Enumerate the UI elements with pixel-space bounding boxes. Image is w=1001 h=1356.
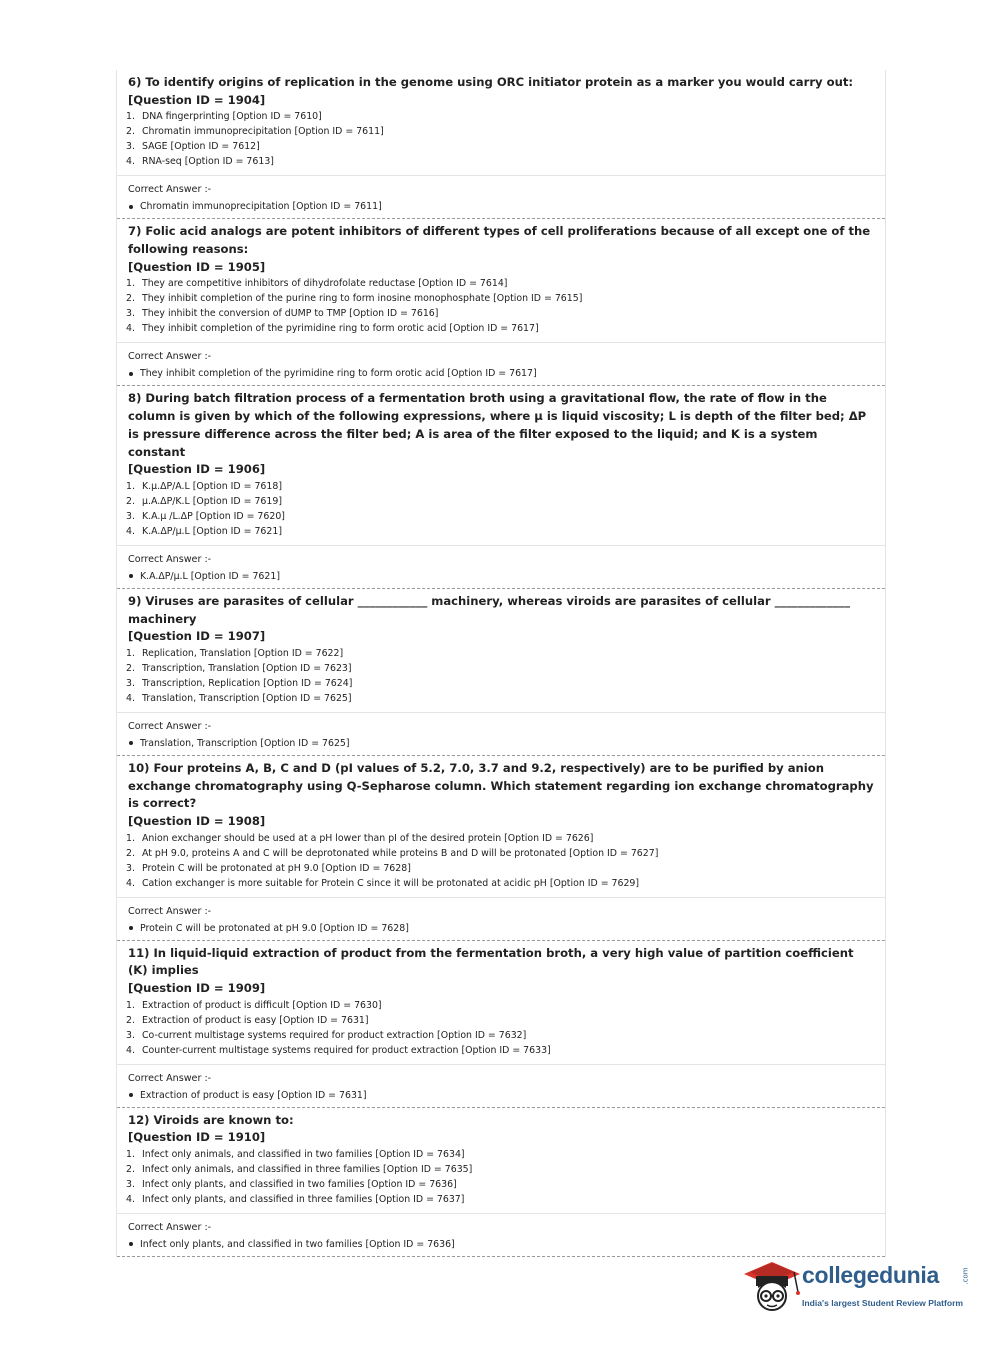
question-block — [117, 1108, 885, 1257]
question-text: 12) Viroids are known to: — [128, 1112, 294, 1127]
bullet-icon — [129, 574, 133, 578]
option-number: 1. — [126, 278, 135, 290]
option-text: Chromatin immunoprecipitation [Option ID = 7611] — [142, 126, 384, 138]
correct-answer-text: Extraction of product is easy [Option ID = 7631] — [140, 1089, 367, 1101]
correct-answer-label: Correct Answer :- — [128, 1221, 212, 1233]
correct-answer — [117, 1088, 885, 1103]
option-number: 4. — [126, 323, 135, 335]
option-item — [117, 291, 885, 306]
option-item — [117, 831, 885, 846]
option-item — [117, 1147, 885, 1162]
question-id: [Question ID = 1908] — [128, 814, 266, 829]
option-text: They inhibit completion of the pyrimidine ring to form orotic acid [Option ID = 7617] — [142, 323, 539, 335]
option-number: 4. — [126, 692, 135, 704]
option-number: 2. — [126, 1014, 135, 1026]
option-number: 1. — [126, 647, 135, 659]
options-list — [117, 1147, 885, 1207]
option-item — [117, 494, 885, 509]
option-number: 4. — [126, 525, 135, 537]
option-number: 2. — [126, 847, 135, 859]
option-item — [117, 276, 885, 291]
correct-answer — [117, 199, 885, 214]
question-block — [117, 941, 885, 1108]
bullet-icon — [129, 1093, 133, 1097]
option-text: Infect only plants, and classified in three families [Option ID = 7637] — [142, 1193, 465, 1205]
correct-answer-section — [117, 175, 885, 218]
option-text: Extraction of product is easy [Option ID = 7631] — [142, 1014, 369, 1026]
option-item — [117, 691, 885, 706]
question-id: [Question ID = 1909] — [128, 981, 266, 996]
option-item — [117, 124, 885, 139]
option-number: 1. — [126, 1148, 135, 1160]
option-text: DNA fingerprinting [Option ID = 7610] — [142, 111, 322, 123]
option-text: K.A.ΔP/μ.L [Option ID = 7621] — [142, 525, 282, 537]
question-block — [117, 589, 885, 756]
correct-answer-label: Correct Answer :- — [128, 905, 212, 917]
option-number: 3. — [126, 1029, 135, 1041]
option-number: 1. — [126, 999, 135, 1011]
option-number: 2. — [126, 293, 135, 305]
option-item — [117, 676, 885, 691]
correct-answer-section — [117, 545, 885, 588]
question-text: 6) To identify origins of replication in the genome using ORC initiator protein as a marker you would carry out: — [128, 75, 854, 89]
question-sheet — [116, 70, 886, 1257]
question-id: [Question ID = 1904] — [128, 92, 266, 107]
options-list — [117, 276, 885, 336]
option-text: Protein C will be protonated at pH 9.0 [Option ID = 7628] — [142, 862, 411, 874]
option-number: 3. — [126, 308, 135, 320]
option-item — [117, 998, 885, 1013]
bullet-icon — [129, 926, 133, 930]
option-text: Translation, Transcription [Option ID = 7625] — [142, 692, 352, 704]
options-list — [117, 831, 885, 891]
correct-answer-section — [117, 897, 885, 940]
question-block — [117, 386, 885, 589]
question-id: [Question ID = 1905] — [128, 259, 266, 274]
option-item — [117, 306, 885, 321]
option-number: 2. — [126, 495, 135, 507]
brand-domain: .com — [961, 1267, 970, 1285]
bullet-icon — [129, 205, 133, 209]
option-item — [117, 154, 885, 169]
option-text: Counter-current multistage systems required for product extraction [Option ID = 7633] — [142, 1044, 551, 1056]
option-text: K.A.μ /L.ΔP [Option ID = 7620] — [142, 510, 285, 522]
question-block — [117, 70, 885, 219]
bullet-icon — [129, 741, 133, 745]
option-number: 3. — [126, 862, 135, 874]
option-item — [117, 1028, 885, 1043]
option-text: They inhibit the conversion of dUMP to TMP [Option ID = 7616] — [142, 308, 439, 320]
question-body — [117, 1108, 885, 1213]
correct-answer — [117, 366, 885, 381]
option-text: SAGE [Option ID = 7612] — [142, 141, 260, 153]
option-item — [117, 661, 885, 676]
option-text: They inhibit completion of the purine ring to form inosine monophosphate [Option ID = 7615] — [142, 293, 583, 305]
correct-answer-text: Infect only plants, and classified in two families [Option ID = 7636] — [140, 1238, 455, 1250]
question-block — [117, 219, 885, 386]
question-body — [117, 386, 885, 545]
question-text: 7) Folic acid analogs are potent inhibitors of different types of cell proliferations because of all except one of the following reasons: — [128, 224, 871, 256]
question-id: [Question ID = 1907] — [128, 629, 266, 644]
option-number: 1. — [126, 111, 135, 123]
correct-answer-text: Translation, Transcription [Option ID = 7625] — [140, 737, 350, 749]
bullet-icon — [129, 1242, 133, 1246]
option-item — [117, 509, 885, 524]
option-number: 4. — [126, 1044, 135, 1056]
option-number: 3. — [126, 141, 135, 153]
option-number: 2. — [126, 1163, 135, 1175]
option-text: Transcription, Translation [Option ID = 7623] — [142, 662, 352, 674]
correct-answer — [117, 921, 885, 936]
option-item — [117, 646, 885, 661]
correct-answer-label: Correct Answer :- — [128, 184, 212, 196]
option-text: Co-current multistage systems required for product extraction [Option ID = 7632] — [142, 1029, 527, 1041]
option-text: RNA-seq [Option ID = 7613] — [142, 156, 274, 168]
question-id: [Question ID = 1906] — [128, 462, 266, 477]
options-list — [117, 998, 885, 1058]
correct-answer-section — [117, 342, 885, 385]
option-text: Infect only animals, and classified in three families [Option ID = 7635] — [142, 1163, 473, 1175]
correct-answer — [117, 569, 885, 584]
option-item — [117, 109, 885, 124]
option-item — [117, 1013, 885, 1028]
question-body — [117, 219, 885, 342]
option-item — [117, 321, 885, 336]
question-block — [117, 756, 885, 941]
brand-tagline: India's largest Student Review Platform — [802, 1298, 964, 1308]
options-list — [117, 479, 885, 539]
option-number: 2. — [126, 126, 135, 138]
option-number: 4. — [126, 156, 135, 168]
option-text: Cation exchanger is more suitable for Protein C since it will be protonated at acidic pH [Option ID = 7629] — [142, 877, 640, 889]
option-item — [117, 1177, 885, 1192]
question-text: 10) Four proteins A, B, C and D (pI values of 5.2, 7.0, 3.7 and 9.2, respectively) are to be purified by anion exchange chromatography using Q-Sepharose column. Which statement regarding ion exchange chromatography is correct? — [128, 760, 874, 811]
question-body — [117, 941, 885, 1064]
option-text: K.μ.ΔP/A.L [Option ID = 7618] — [142, 480, 282, 492]
option-item — [117, 846, 885, 861]
options-list — [117, 109, 885, 169]
question-body — [117, 70, 885, 175]
question-text: 9) Viruses are parasites of cellular ____________ machinery, whereas viroids are parasites of cellular _____________ machinery — [128, 593, 851, 626]
question-text: 8) During batch filtration process of a fermentation broth using a gravitational flow, the rate of flow in the column is given by which of the following expressions, where μ is liquid viscosity; L is depth of the filter bed; ΔP is pressure difference across the filter bed; A is area of the filter exposed to the liquid; and K is a system constant — [128, 391, 867, 459]
option-item — [117, 1192, 885, 1207]
correct-answer-label: Correct Answer :- — [128, 1072, 212, 1084]
correct-answer — [117, 736, 885, 751]
option-number: 3. — [126, 510, 135, 522]
bullet-icon — [129, 372, 133, 376]
question-id: [Question ID = 1910] — [128, 1130, 266, 1145]
option-item — [117, 861, 885, 876]
option-item — [117, 524, 885, 539]
option-text: Replication, Translation [Option ID = 7622] — [142, 647, 344, 659]
option-text: Infect only animals, and classified in two families [Option ID = 7634] — [142, 1148, 465, 1160]
option-number: 4. — [126, 1193, 135, 1205]
option-item — [117, 139, 885, 154]
option-item — [117, 876, 885, 891]
option-item — [117, 1162, 885, 1177]
option-number: 3. — [126, 1178, 135, 1190]
correct-answer-text: They inhibit completion of the pyrimidine ring to form orotic acid [Option ID = 7617] — [140, 368, 537, 380]
correct-answer-section — [117, 1064, 885, 1107]
correct-answer-text: Chromatin immunoprecipitation [Option ID = 7611] — [140, 201, 382, 213]
option-text: Anion exchanger should be used at a pH lower than pI of the desired protein [Option ID = 7626] — [142, 832, 594, 844]
correct-answer-text: K.A.ΔP/μ.L [Option ID = 7621] — [140, 570, 280, 582]
option-text: Transcription, Replication [Option ID = 7624] — [142, 677, 353, 689]
option-text: μ.A.ΔP/K.L [Option ID = 7619] — [142, 495, 282, 507]
option-text: At pH 9.0, proteins A and C will be deprotonated while proteins B and D will be protonated [Option ID = 7627] — [142, 847, 659, 859]
correct-answer-label: Correct Answer :- — [128, 351, 212, 363]
option-item — [117, 1043, 885, 1058]
correct-answer-label: Correct Answer :- — [128, 553, 212, 565]
option-text: Extraction of product is difficult [Option ID = 7630] — [142, 999, 382, 1011]
option-number: 3. — [126, 677, 135, 689]
correct-answer-text: Protein C will be protonated at pH 9.0 [Option ID = 7628] — [140, 922, 409, 934]
option-number: 4. — [126, 877, 135, 889]
options-list — [117, 646, 885, 706]
question-body — [117, 756, 885, 897]
question-text: 11) In liquid-liquid extraction of product from the fermentation broth, a very high value of partition coefficient (K) implies — [128, 945, 854, 978]
correct-answer-section — [117, 712, 885, 755]
correct-answer-label: Correct Answer :- — [128, 720, 212, 732]
question-body — [117, 589, 885, 712]
option-number: 1. — [126, 480, 135, 492]
option-text: Infect only plants, and classified in two families [Option ID = 7636] — [142, 1178, 457, 1190]
option-number: 2. — [126, 662, 135, 674]
option-text: They are competitive inhibitors of dihydrofolate reductase [Option ID = 7614] — [142, 278, 508, 290]
brand-name: collegedunia — [802, 1262, 939, 1288]
option-item — [117, 479, 885, 494]
option-number: 1. — [126, 832, 135, 844]
